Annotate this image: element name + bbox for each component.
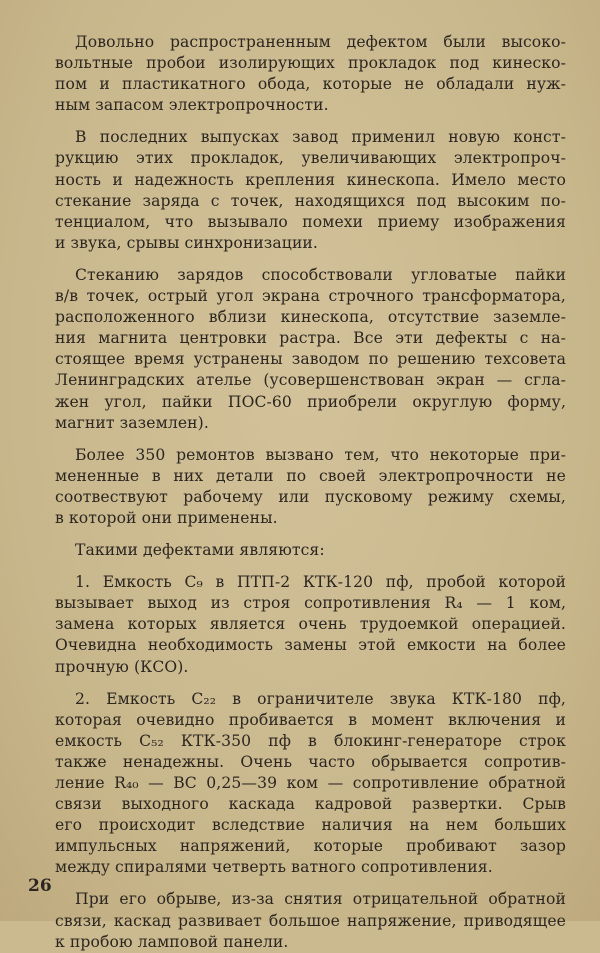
text-line: Такими дефектами являются: <box>75 541 325 560</box>
text-line: замена которых является очень трудоемкой операцией. <box>55 615 566 634</box>
text-line: 1. Емкость C₉ в ПТП-2 КТК-120 пф, пробой которой <box>75 573 566 592</box>
text-line: Более 350 ремонтов вызвано тем, что некоторые при- <box>75 445 566 464</box>
text-line: магнит заземлен). <box>55 413 209 432</box>
paragraph <box>55 889 566 952</box>
text-line: в/в точек, острый угол экрана строчного трансформатора, <box>55 287 566 306</box>
text-line: жен угол, пайки ПОС-60 приобрели округлую форму, <box>55 392 566 411</box>
text-line: соотвествуют рабочему или пусковому режиму схемы, <box>55 487 566 506</box>
text-line: и звука, срывы синхронизации. <box>55 233 318 252</box>
text-line: пом и пластикатного обода, которые не обладали нуж- <box>55 75 566 94</box>
text-line: стекание заряда с точек, находящихся под высоким по- <box>55 191 566 210</box>
paragraph <box>55 540 566 561</box>
text-line: которая очевидно пробивается в момент включения и <box>55 710 566 729</box>
text-line: к пробою ламповой панели. <box>55 932 289 951</box>
text-line: При его обрыве, из-за снятия отрицательной обратной <box>75 890 566 909</box>
text-line: тенциалом, что вызывало помехи приему изображения <box>55 212 566 231</box>
text-line: связи, каскад развивает большое напряжение, приводящее <box>55 911 566 930</box>
paragraph <box>55 265 566 434</box>
text-line: Ленинградских ателье (усовершенствован экран — сгла- <box>55 371 566 390</box>
text-line: импульсных напряжений, которые пробивают зазор <box>55 837 566 856</box>
text-line: его происходит вследствие наличия на нем больших <box>55 816 566 835</box>
text-line: рукцию этих прокладок, увеличивающих электропроч- <box>55 149 566 168</box>
text-line: расположенного вблизи кинескопа, отсутствие заземле- <box>55 308 566 327</box>
text-line: прочную (КСО). <box>55 657 189 676</box>
paragraph <box>55 689 566 879</box>
text-line: 2. Емкость C₂₂ в ограничителе звука КТК-180 пф, <box>75 689 566 708</box>
paragraph <box>55 32 566 116</box>
text-line: связи выходного каскада кадровой развертки. Срыв <box>55 795 566 814</box>
text-line: вызывает выход из строя сопротивления R₄ — 1 ком, <box>55 594 566 613</box>
text-line: Очевидна необходимость замены этой емкости на более <box>55 636 566 655</box>
text-line: Стеканию зарядов способствовали угловатые пайки <box>75 265 566 284</box>
paragraph <box>55 445 566 529</box>
text-line: ным запасом электропрочности. <box>55 96 329 115</box>
text-line: ность и надежность крепления кинескопа. Имело место <box>55 170 566 189</box>
text-line: ление R₄₀ — ВС 0,25—39 ком — сопротивление обратной <box>55 774 566 792</box>
page-number: 26 <box>28 876 52 896</box>
text-line: Довольно распространенным дефектом были высоко- <box>75 33 566 51</box>
text-line: ния магнита центровки растра. Все эти дефекты с на- <box>55 329 566 348</box>
text-line: вольтные пробои изолирующих прокладок под кинеско- <box>55 54 566 73</box>
text-line: в которой они применены. <box>55 508 278 527</box>
text-line: стоящее время устранены заводом по решению техсовета <box>55 350 566 369</box>
text-line: емкость C₅₂ КТК-350 пф в блокинг-генераторе строк <box>55 731 566 750</box>
paragraph <box>55 127 566 254</box>
text-line: между спиралями четверть ватного сопротивления. <box>55 858 493 877</box>
text-line: также ненадежны. Очень часто обрывается сопротив- <box>55 752 566 771</box>
text-line: В последних выпусках завод применил новую конст- <box>75 128 566 147</box>
paragraph <box>55 572 566 677</box>
text-line: мененные в них детали по своей электропрочности не <box>55 466 566 485</box>
page-body <box>55 32 566 953</box>
